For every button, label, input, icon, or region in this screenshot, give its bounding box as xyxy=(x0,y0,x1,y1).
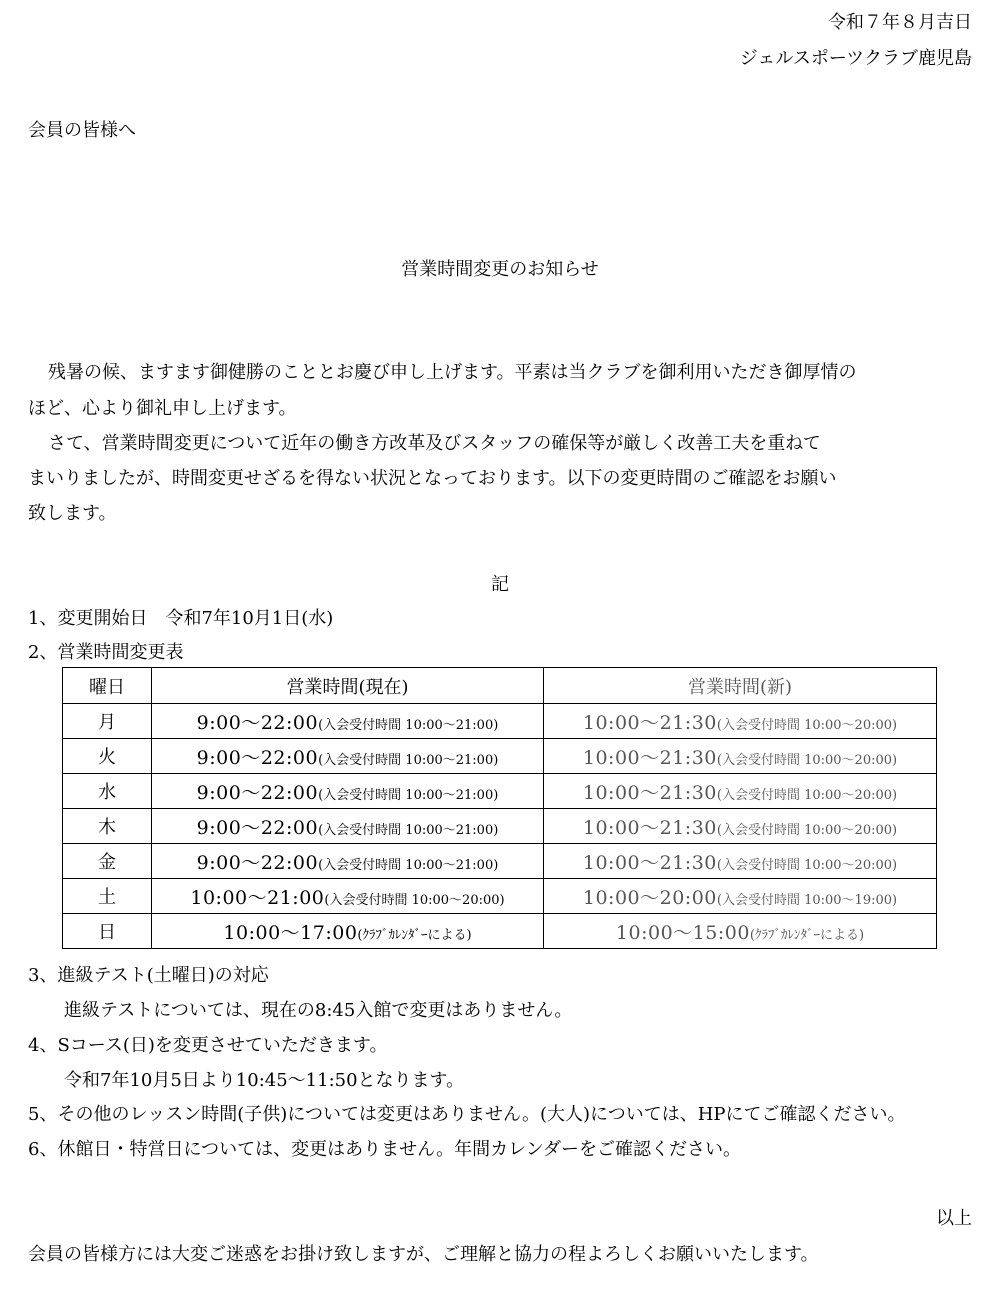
current-hours-cell xyxy=(152,774,544,809)
current-note: (入会受付時間 10:00～21:00) xyxy=(318,717,499,733)
current-note: (入会受付時間 10:00～21:00) xyxy=(318,787,499,803)
new-time: 10:00～21:30 xyxy=(582,816,717,839)
document-date: 令和７年８月吉日 xyxy=(828,12,972,33)
paragraph-2-line-1: さて、営業時間変更について近年の働き方改革及びスタッフの確保等が厳しく改善工夫を重ねて xyxy=(48,433,821,454)
item-1: 1、変更開始日 令和7年10月1日(水) xyxy=(28,608,334,629)
day-cell: 日 xyxy=(63,914,152,949)
item-5: 5、その他のレッスン時間(子供)については変更はありません。(大人)については、HPにてご確認ください。 xyxy=(28,1104,906,1125)
table-row xyxy=(63,809,937,844)
table-row xyxy=(63,844,937,879)
current-time: 9:00～22:00 xyxy=(196,746,319,769)
current-hours-cell xyxy=(152,809,544,844)
current-note: (入会受付時間 10:00～21:00) xyxy=(318,857,499,873)
table-row xyxy=(63,774,937,809)
table-header-row xyxy=(63,668,937,704)
current-hours-cell xyxy=(152,914,544,949)
schedule-table xyxy=(62,667,937,949)
paragraph-2-line-3: 致します。 xyxy=(28,503,117,524)
paragraph-1-line-1: 残暑の候、ますます御健勝のこととお慶び申し上げます。平素は当クラブを御利用いただき御厚情の xyxy=(48,362,857,383)
current-hours-cell xyxy=(152,844,544,879)
current-note: (入会受付時間 10:00～20:00) xyxy=(324,892,505,908)
item-2: 2、営業時間変更表 xyxy=(28,642,184,663)
header-current-hours: 営業時間(現在) xyxy=(152,668,544,704)
new-hours-cell xyxy=(544,914,937,949)
day-cell: 火 xyxy=(63,739,152,774)
addressee: 会員の皆様へ xyxy=(28,120,136,141)
new-note: (入会受付時間 10:00～20:00) xyxy=(716,822,898,838)
new-note: (入会受付時間 10:00～20:00) xyxy=(716,752,898,768)
day-cell: 月 xyxy=(63,704,152,739)
current-time: 9:00～22:00 xyxy=(196,851,319,874)
paragraph-2-line-2: まいりましたが、時間変更せざるを得ない状況となっております。以下の変更時間のご確認をお願い xyxy=(28,468,837,489)
new-time: 10:00～21:30 xyxy=(582,746,717,769)
current-time: 10:00～17:00 xyxy=(223,921,358,944)
item-4: 4、Sコース(日)を変更させていただきます。 xyxy=(28,1035,388,1056)
item-6: 6、休館日・特営日については、変更はありません。年間カレンダーをご確認ください。 xyxy=(28,1139,741,1160)
new-note: (入会受付時間 10:00～20:00) xyxy=(716,787,898,803)
closing-ijou: 以上 xyxy=(936,1208,972,1229)
new-note: (入会受付時間 10:00～20:00) xyxy=(716,717,898,733)
current-hours-cell xyxy=(152,704,544,739)
new-hours-cell xyxy=(544,879,937,914)
new-time: 10:00～21:30 xyxy=(582,851,717,874)
item-3: 3、進級テスト(土曜日)の対応 xyxy=(28,965,269,986)
new-hours-cell xyxy=(544,739,937,774)
new-hours-cell xyxy=(544,774,937,809)
current-note: (ｸﾗﾌﾞｶﾚﾝﾀﾞｰによる) xyxy=(357,927,472,943)
item-4-detail: 令和7年10月5日より10:45～11:50となります。 xyxy=(64,1070,465,1091)
new-time: 10:00～21:30 xyxy=(582,711,717,734)
current-hours-cell xyxy=(152,879,544,914)
new-time: 10:00～21:30 xyxy=(582,781,717,804)
new-note: (入会受付時間 10:00～20:00) xyxy=(716,857,898,873)
day-cell: 水 xyxy=(63,774,152,809)
day-cell: 木 xyxy=(63,809,152,844)
current-note: (入会受付時間 10:00～21:00) xyxy=(318,752,499,768)
table-row xyxy=(63,879,937,914)
current-time: 9:00～22:00 xyxy=(196,816,319,839)
table-row xyxy=(63,914,937,949)
day-cell: 金 xyxy=(63,844,152,879)
new-time: 10:00～20:00 xyxy=(582,886,717,909)
sender-name: ジェルスポーツクラブ鹿児島 xyxy=(739,48,972,69)
new-hours-cell xyxy=(544,844,937,879)
table-row xyxy=(63,739,937,774)
new-hours-cell xyxy=(544,704,937,739)
table-row xyxy=(63,704,937,739)
current-hours-cell xyxy=(152,739,544,774)
day-cell: 土 xyxy=(63,879,152,914)
new-note: (入会受付時間 10:00～19:00) xyxy=(716,892,898,908)
current-time: 10:00～21:00 xyxy=(190,886,325,909)
ki-heading: 記 xyxy=(491,574,509,595)
current-time: 9:00～22:00 xyxy=(196,711,319,734)
item-3-detail: 進級テストについては、現在の8:45入館で変更はありません。 xyxy=(64,1000,573,1021)
new-note: (ｸﾗﾌﾞｶﾚﾝﾀﾞｰによる) xyxy=(749,927,865,943)
closing-message: 会員の皆様方には大変ご迷惑をお掛け致しますが、ご理解と協力の程よろしくお願いいたします。 xyxy=(28,1244,819,1265)
header-new-hours: 営業時間(新) xyxy=(544,668,937,704)
new-hours-cell xyxy=(544,809,937,844)
new-time: 10:00～15:00 xyxy=(615,921,750,944)
paragraph-1-line-2: ほど、心より御礼申し上げます。 xyxy=(28,398,297,419)
current-note: (入会受付時間 10:00～21:00) xyxy=(318,822,499,838)
current-time: 9:00～22:00 xyxy=(196,781,319,804)
document-title: 営業時間変更のお知らせ xyxy=(401,259,599,280)
header-day: 曜日 xyxy=(63,668,152,704)
